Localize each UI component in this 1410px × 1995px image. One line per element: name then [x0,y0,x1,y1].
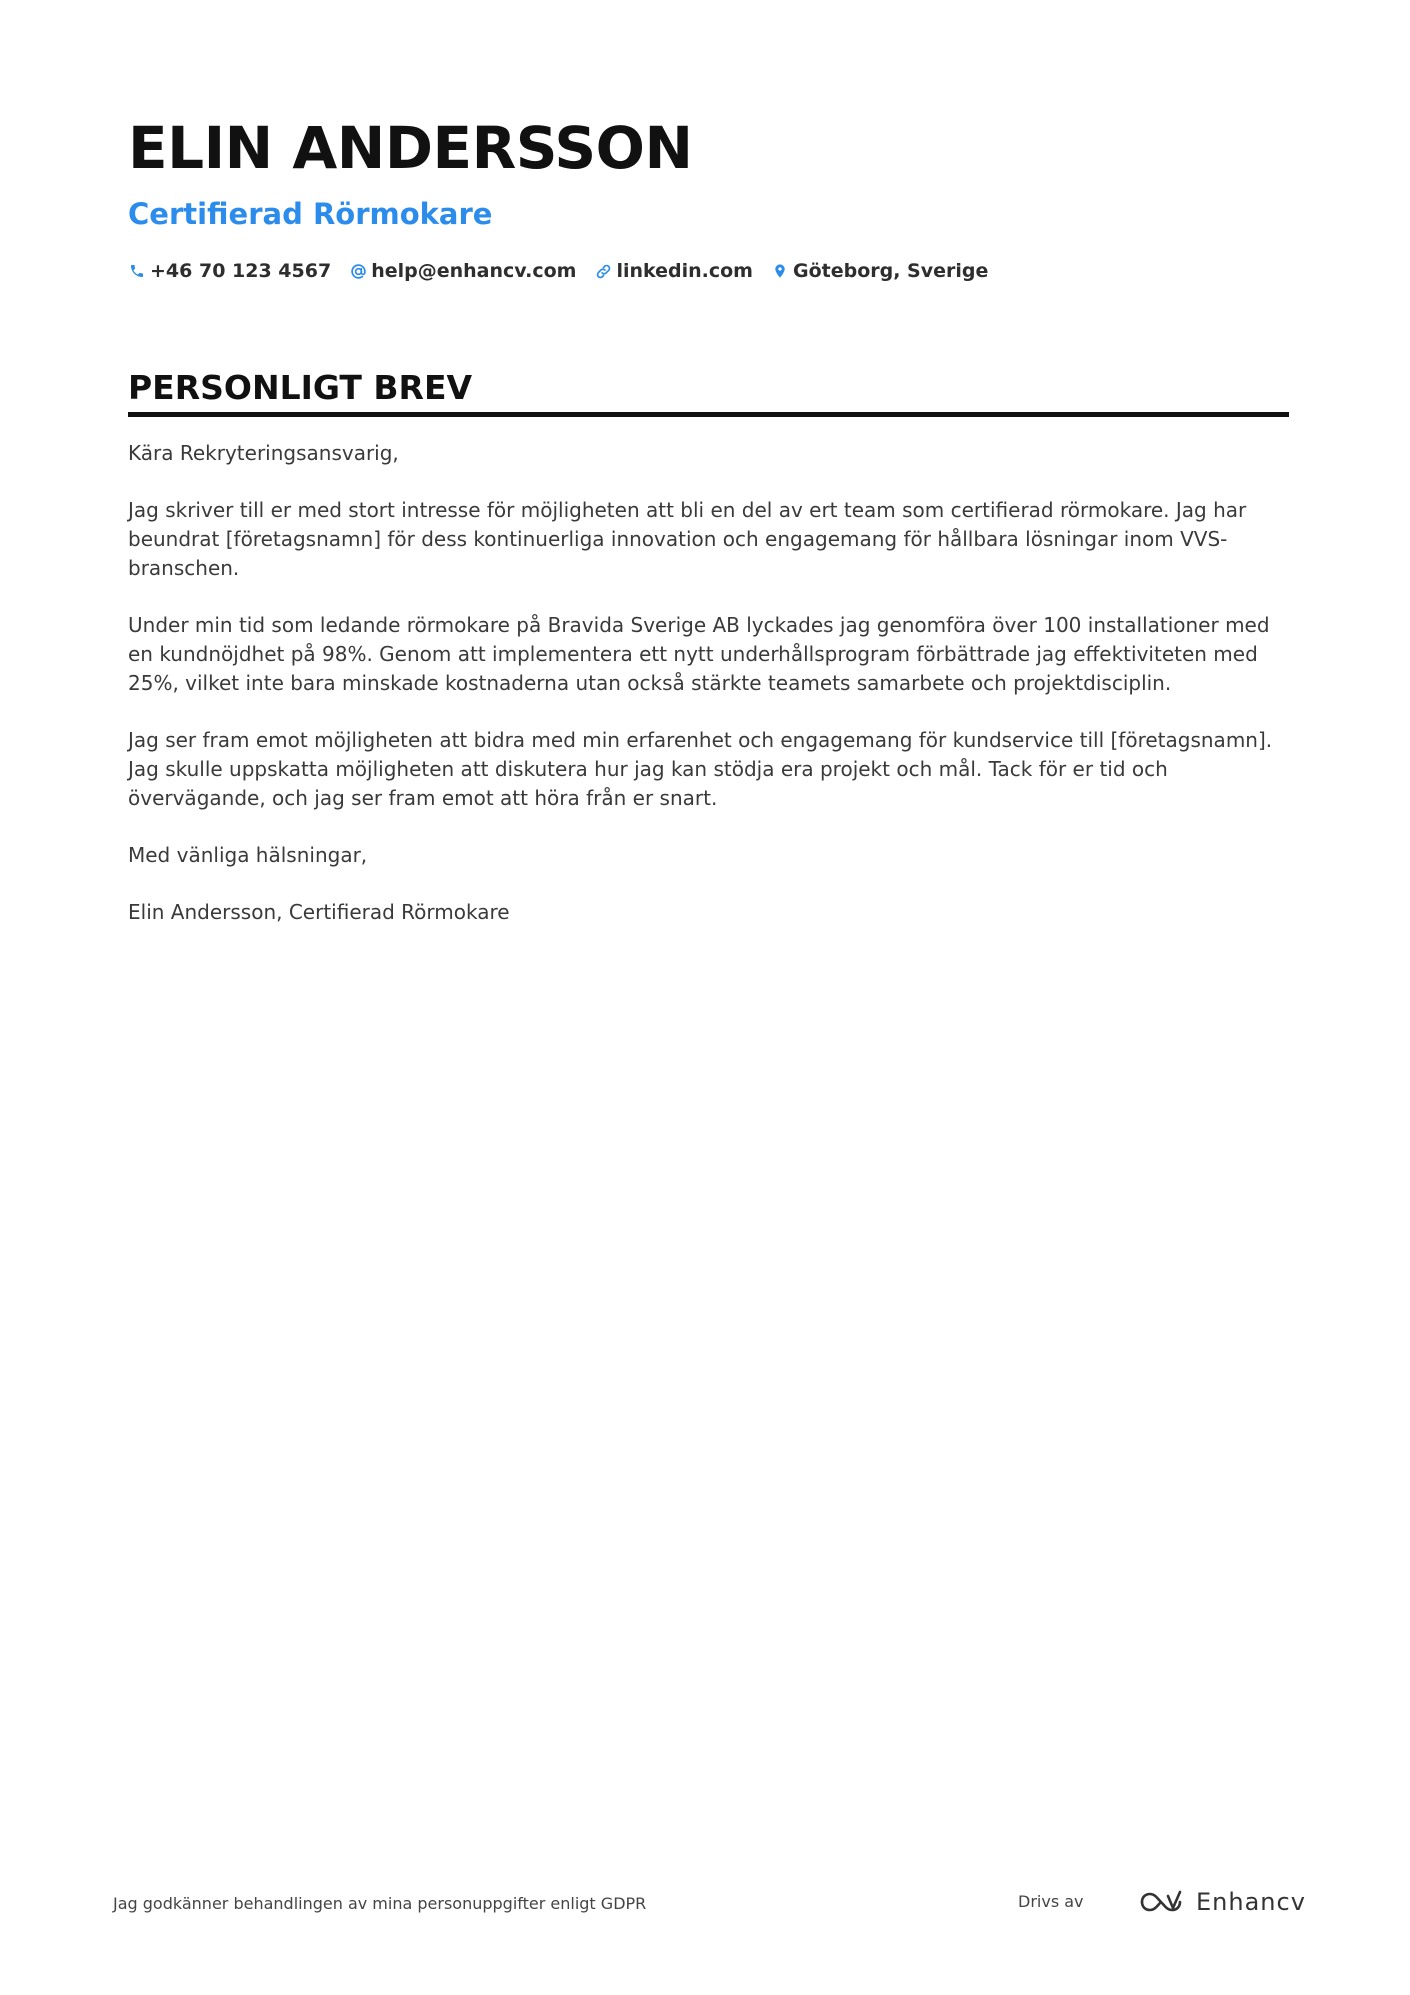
footer [113,1884,1306,1924]
contact-phone-text: +46 70 123 4567 [150,260,332,282]
applicant-name: ELIN ANDERSSON [128,114,693,182]
letter-body [128,439,1289,927]
cover-letter-section [128,366,1289,955]
section-divider [128,412,1289,417]
contact-location-text: Göteborg, Sverige [792,260,989,282]
link-icon [594,262,612,280]
enhancv-brand-name: Enhancv [1196,1888,1306,1916]
gdpr-consent-text: Jag godkänner behandlingen av mina personuppgifter enligt GDPR [113,1894,647,1913]
contact-linkedin[interactable] [594,260,753,282]
contact-phone[interactable] [128,260,331,282]
contact-bar [128,256,1288,286]
letter-greeting: Kära Rekryteringsansvarig, [128,441,399,465]
powered-by-label: Drivs av [1018,1892,1084,1911]
letter-signature: Elin Andersson, Certifierad Rörmokare [128,900,510,924]
job-title: Certifierad Rörmokare [128,197,493,231]
location-pin-icon [771,262,789,280]
at-icon [349,262,367,280]
contact-email-text: help@enhancv.com [371,260,577,282]
enhancv-brand-link[interactable] [1138,1884,1306,1920]
letter-paragraph: Under min tid som ledande rörmokare på Bravida Sverige AB lyckades jag genomföra över 100 installationer med en kundnöjdhet på 98%. Genom att implementera ett nytt underhållsprogram förbättrade jag effektiviteten med 25%, vilket inte bara minskade kostnaderna utan också stärkte teamets samarbete och projektdisciplin. [128,613,1270,695]
header [128,108,1288,286]
section-title: PERSONLIGT BREV [128,368,473,407]
contact-email[interactable] [349,260,576,282]
phone-icon [128,262,146,280]
contact-location [771,260,988,282]
letter-paragraph: Jag skriver till er med stort intresse för möjligheten att bli en del av ert team som certifierad rörmokare. Jag har beundrat [företagsnamn] för dess kontinuerliga innovation och engagemang för hållbara lösningar inom VVS-branschen. [128,498,1247,580]
contact-linkedin-text: linkedin.com [616,260,753,282]
letter-closing: Med vänliga hälsningar, [128,843,368,867]
letter-paragraph: Jag ser fram emot möjligheten att bidra med min erfarenhet och engagemang för kundservice till [företagsnamn]. Jag skulle uppskatta möjligheten att diskutera hur jag kan stödja era projekt och mål. Tack för er tid och övervägande, och jag ser fram emot att höra från er snart. [128,728,1273,810]
enhancv-logo-icon [1138,1888,1184,1916]
